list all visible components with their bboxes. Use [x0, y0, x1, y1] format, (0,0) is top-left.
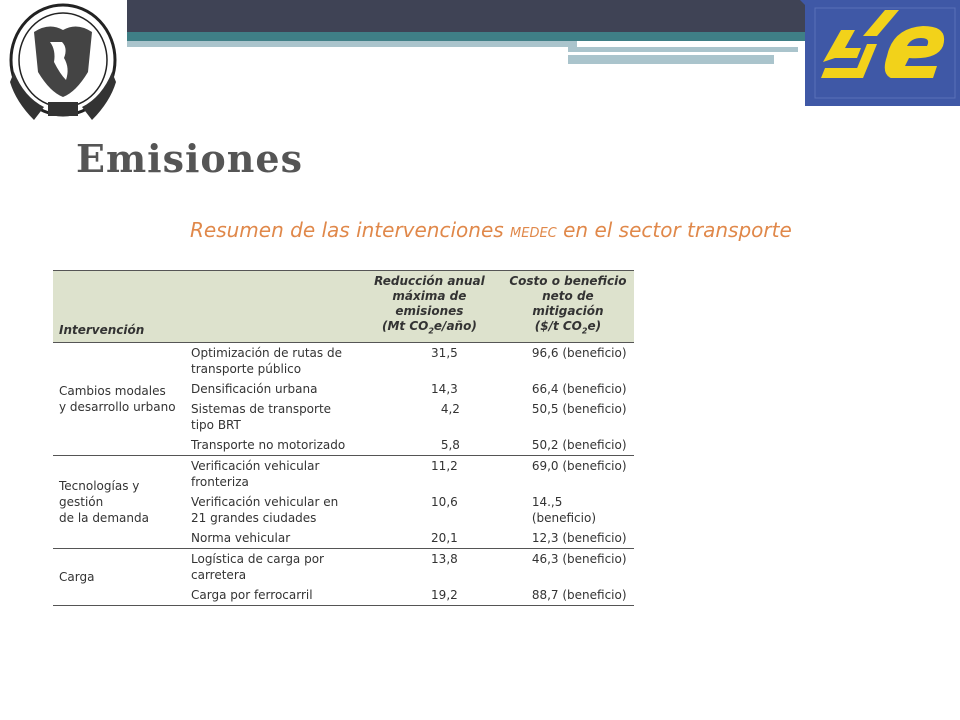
caption-acronym: MEDEC	[510, 226, 557, 241]
header-cost: Costo o beneficio neto de mitigación ($/t $CO_2e$)	[502, 271, 634, 343]
header-teal-bar	[127, 32, 807, 41]
measure-cell: Transporte no motorizado	[191, 438, 346, 453]
cost-cell: 50,2 (beneficio)	[531, 438, 627, 453]
header-light-bar	[568, 55, 774, 64]
cie-logo	[805, 0, 960, 106]
measure-cell: Logística de carga por carretera	[191, 552, 324, 583]
measure-cell: Verificación vehicular fronteriza	[191, 459, 320, 490]
cost-cell: 88,7 (beneficio)	[531, 588, 627, 603]
header-intervention: Intervención	[53, 271, 357, 343]
measure-cell: Optimización de rutas de transporte público	[191, 346, 342, 377]
measure-cell: Verificación vehicular en 21 grandes ciudades	[191, 495, 339, 526]
reduction-cell: 13,8	[431, 552, 458, 567]
cost-cell: 46,3 (beneficio)	[531, 552, 627, 567]
reduction-cell: 5,8	[440, 438, 460, 453]
reduction-cell: 4,2	[440, 402, 460, 417]
reduction-cell: 10,6	[431, 495, 458, 510]
reduction-cell: 14,3	[431, 382, 458, 397]
measure-cell: Densificación urbana	[191, 382, 318, 397]
cost-cell: 69,0 (beneficio)	[531, 459, 627, 474]
header-dark-bar	[127, 0, 807, 32]
reduction-cell: 20,1	[431, 531, 458, 546]
table-row	[53, 343, 634, 380]
reduction-cell: 11,2	[431, 459, 458, 474]
reduction-cell: 31,5	[431, 346, 458, 361]
group-label: Tecnologías y gestión de la demanda	[59, 479, 149, 526]
table-row	[53, 549, 634, 586]
header-light-bar	[127, 41, 577, 47]
table-row	[53, 456, 634, 493]
group-label: Cambios modales y desarrollo urbano	[59, 384, 176, 415]
university-seal-logo	[4, 2, 122, 128]
cost-cell: 66,4 (beneficio)	[531, 382, 627, 397]
caption-text: Resumen de las intervenciones	[190, 218, 504, 242]
header-light-bar	[568, 47, 798, 52]
page-title: Emisiones	[76, 136, 303, 181]
cost-cell: 14.,5 (beneficio)	[531, 495, 596, 526]
cost-cell: 12,3 (beneficio)	[531, 531, 627, 546]
table-caption	[190, 218, 792, 242]
reduction-cell: 19,2	[431, 588, 458, 603]
cost-cell: 50,5 (beneficio)	[531, 402, 627, 417]
caption-text-end: en el sector transporte	[563, 218, 792, 242]
measure-cell: Norma vehicular	[191, 531, 291, 546]
interventions-table	[53, 270, 634, 606]
group-label: Carga	[59, 570, 95, 585]
measure-cell: Carga por ferrocarril	[191, 588, 313, 603]
cost-cell: 96,6 (beneficio)	[531, 346, 627, 361]
header-reduction: Reducción anual máxima de emisiones (Mt $CO_2e/año$)	[357, 271, 502, 343]
measure-cell: Sistemas de transporte tipo BRT	[191, 402, 332, 433]
